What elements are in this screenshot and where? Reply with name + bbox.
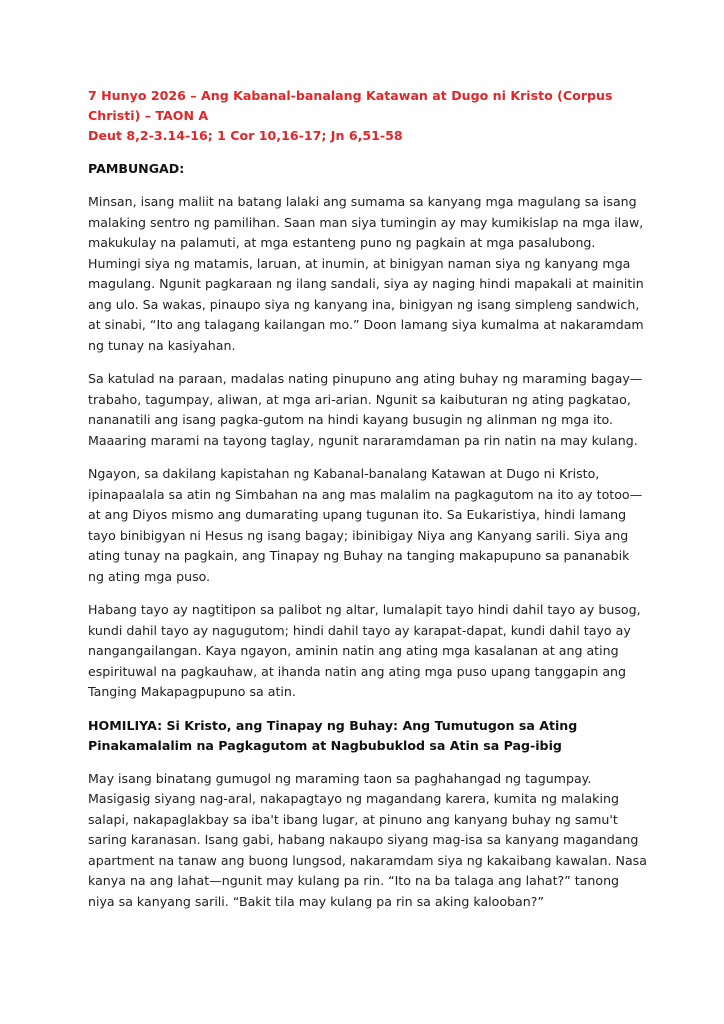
intro-paragraph: Minsan, isang maliit na batang lalaki ang sumama sa kanyang mga magulang sa isang malaking sentro ng pamilihan. Saan man siya tumingin ay may kumikislap na mga ilaw, makukulay na palamuti, at mga estanteng puno ng pagkain at mga pasalubong. Humingi siya ng matamis, laruan, at inumin, at binigyan naman siya ng kanyang mga magulang. Ngunit pagkaraan ng ilang sandali, siya ay naging hindi mapakali at mainitin ang ulo. Sa wakas, pinaupo siya ng kanyang ina, binigyan ng isang simpleng sandwich, at sinabi, “Ito ang talagang kailangan mo.” Doon lamang siya kumalma at nakaramdam ng tunay na kasiyahan. <box>88 194 644 353</box>
homily-heading: HOMILIYA: Si Kristo, ang Tinapay ng Buhay: Ang Tumutugon sa Ating Pinakamalalim na Pagkagutom at Nagbubuklod sa Atin sa Pag-ibig <box>88 717 578 753</box>
scripture-readings: Deut 8,2-3.14-16; 1 Cor 10,16-17; Jn 6,51-58 <box>88 128 403 143</box>
document-title: 7 Hunyo 2026 – Ang Kabanal-banalang Katawan at Dugo ni Kristo (Corpus Christi) – TAON A <box>88 88 613 123</box>
intro-heading: PAMBUNGAD: <box>88 161 185 176</box>
homily-paragraph: May isang binatang gumugol ng maraming taon sa paghahangad ng tagumpay. Masigasig siyang nag-aral, nakapagtayo ng magandang karera, kumita ng malaking salapi, nakapaglakbay sa iba't ibang lugar, at pinuno ang kanyang buhay ng samu't saring karanasan. Isang gabi, habang nakaupo siyang mag-isa sa kanyang magandang apartment na tanaw ang buong lungsod, nakaramdam siya ng kakaibang kawalan. Nasa kanya na ang lahat—ngunit may kulang pa rin. “Ito na ba talaga ang lahat?” tanong niya sa kanyang sarili. “Bakit tila may kulang pa rin sa aking kalooban?” <box>88 770 647 909</box>
intro-paragraph: Habang tayo ay nagtitipon sa palibot ng altar, lumalapit tayo hindi dahil tayo ay busog, kundi dahil tayo ay nagugutom; hindi dahil tayo ay karapat-dapat, kundi dahil tayo ay nangangailangan. Kaya ngayon, aminin natin ang ating mga kasalanan at ang ating espirituwal na pagkauhaw, at ihanda natin ang ating mga puso upang tanggapin ang Tanging Makapagpupuno sa atin. <box>88 602 641 699</box>
intro-paragraph: Ngayon, sa dakilang kapistahan ng Kabanal-banalang Katawan at Dugo ni Kristo, ipinapaalala sa atin ng Simbahan na ang mas malalim na pagkagutom na ito ay totoo—at ang Diyos mismo ang dumarating upang tugunan ito. Sa Eukaristiya, hindi lamang tayo binibigyan ni Hesus ng isang bagay; ibinibigay Niya ang Kanyang sarili. Siya ang ating tunay na pagkain, ang Tinapay ng Buhay na tanging makapupuno sa pananabik ng ating mga puso. <box>88 466 643 584</box>
document-page <box>88 86 648 925</box>
intro-paragraph: Sa katulad na paraan, madalas nating pinupuno ang ating buhay ng maraming bagay—trabaho, tagumpay, aliwan, at mga ari-arian. Ngunit sa kaibuturan ng ating pagkatao, nananatili ang isang pagka-gutom na hindi kayang busugin ng alinman ng mga ito. Maaaring marami na tayong taglay, ngunit nararamdaman pa rin natin na may kulang. <box>88 371 643 448</box>
